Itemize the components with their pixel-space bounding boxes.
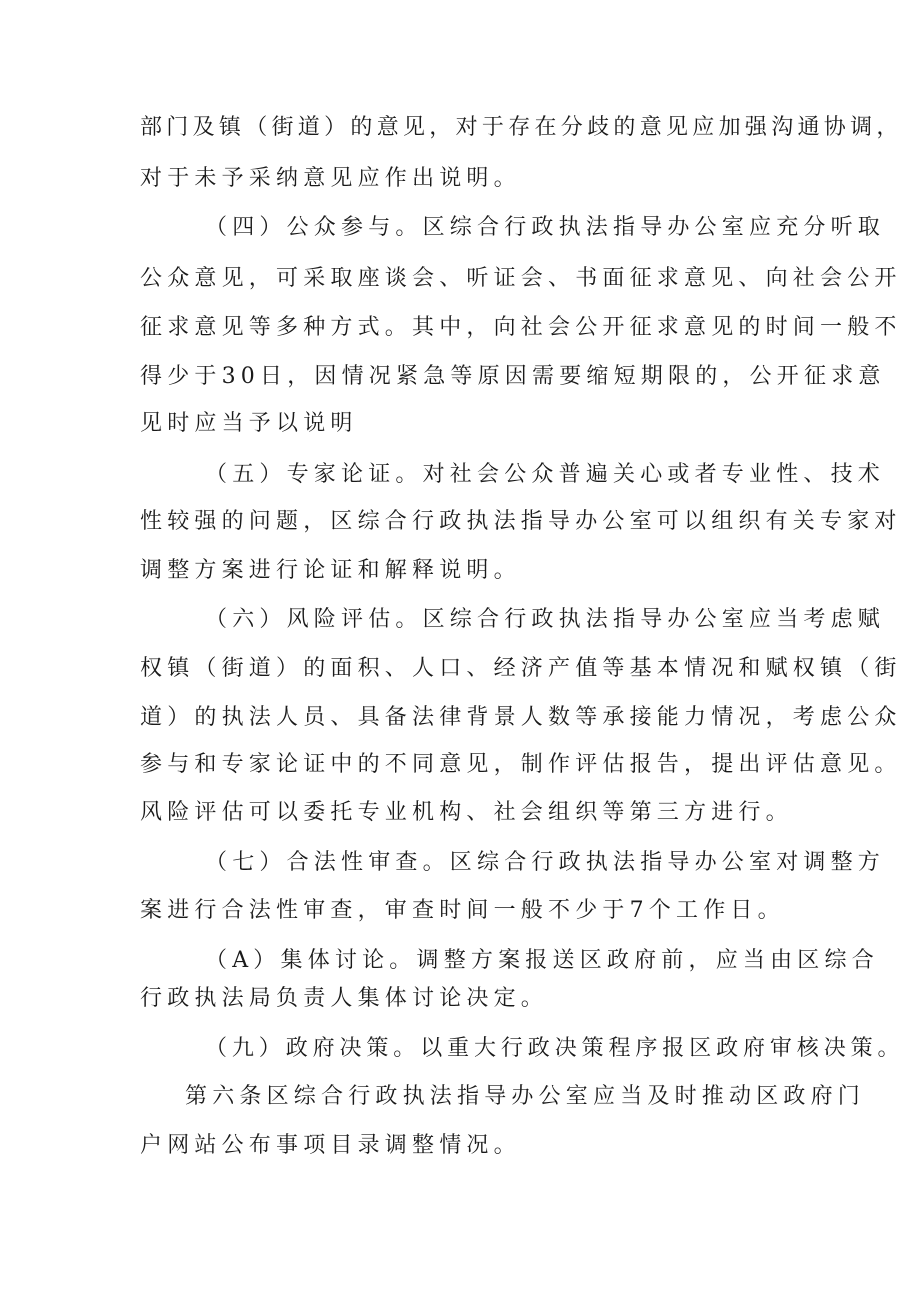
- text-line: 部门及镇（街道）的意见，对于存在分歧的意见应加强沟通协调，: [140, 115, 903, 140]
- text-line: （七）合法性审查。区综合行政执法指导办公室对调整方: [205, 850, 886, 875]
- text-line: 征求意见等多种方式。其中，向社会公开征求意见的时间一般不: [140, 315, 902, 340]
- text-line: （A）集体讨论。调整方案报送区政府前，应当由区综合: [205, 948, 879, 973]
- text-line: 见时应当予以说明: [140, 411, 358, 436]
- text-line: 行政执法局负责人集体讨论决定。: [140, 986, 549, 1011]
- text-line: 第六条区综合行政执法指导办公室应当及时推动区政府门: [185, 1084, 866, 1109]
- text-line: 性较强的问题，区综合行政执法指导办公室可以组织有关专家对: [140, 509, 902, 534]
- text-line: （五）专家论证。对社会公众普遍关心或者专业性、技术: [205, 462, 886, 487]
- text-line: 权镇（街道）的面积、人口、经济产值等基本情况和赋权镇（街: [140, 656, 902, 681]
- text-line: 道）的执法人员、具备法律背景人数等承接能力情况，考虑公众: [140, 705, 902, 730]
- text-line: （九）政府决策。以重大行政决策程序报区政府审核决策。: [205, 1036, 905, 1061]
- text-line: 公众意见，可采取座谈会、听证会、书面征求意见、向社会公开: [140, 266, 902, 291]
- text-line: 户网站公布事项目录调整情况。: [140, 1133, 521, 1158]
- text-line: 案进行合法性审查，审查时间一般不少于7个工作日。: [140, 898, 785, 923]
- text-line: 对于未予采纳意见应作出说明。: [140, 166, 521, 191]
- text-line: 风险评估可以委托专业机构、社会组织等第三方进行。: [140, 800, 793, 825]
- text-line: （四）公众参与。区综合行政执法指导办公室应充分听取: [205, 215, 886, 240]
- text-line: （六）风险评估。区综合行政执法指导办公室应当考虑赋: [205, 607, 886, 632]
- text-line: 调整方案进行论证和解释说明。: [140, 558, 521, 583]
- text-line: 得少于30日，因情况紧急等原因需要缩短期限的，公开征求意: [140, 364, 886, 389]
- text-line: 参与和专家论证中的不同意见，制作评估报告，提出评估意见。: [140, 752, 902, 777]
